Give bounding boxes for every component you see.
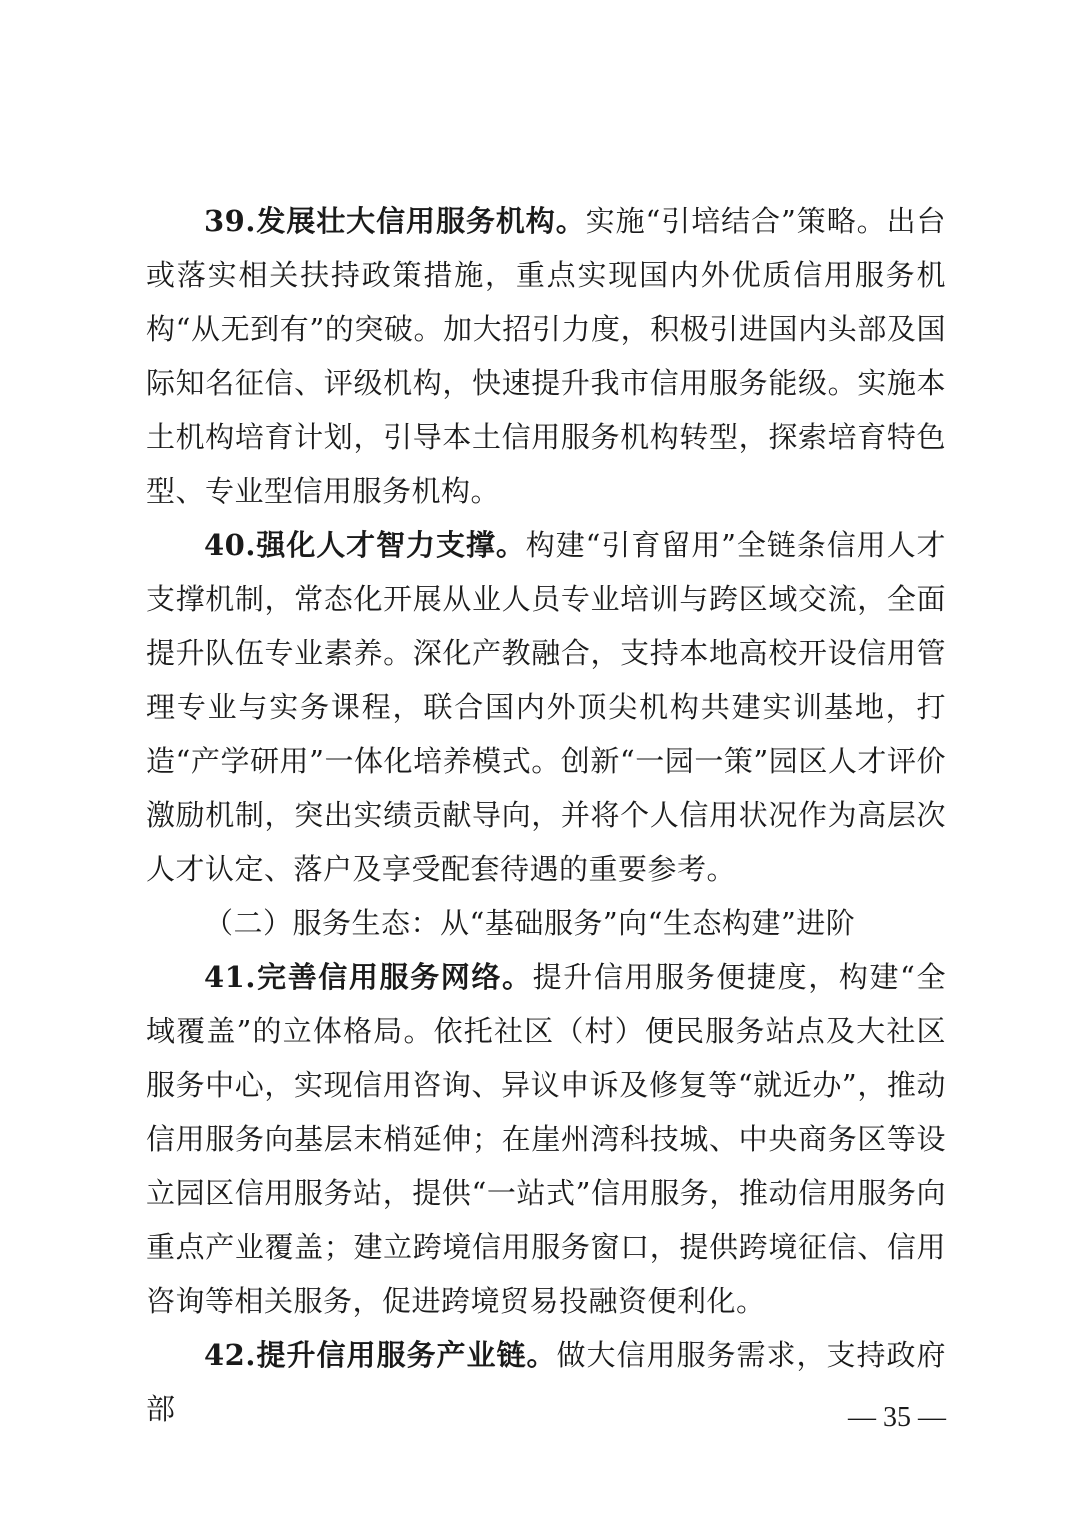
document-body: [146, 194, 946, 1436]
paragraph-text: 构建“引育留用”全链条信用人才支撑机制，常态化开展从业人员专业培训与跨区域交流，全面提升队伍专业素养。深化产教融合，支持本地高校开设信用管理专业与实务课程，联合国内外顶尖机构共建实训基地，打造“产学研用”一体化培养模式。创新“一园一策”园区人才评价激励机制，突出实绩贡献导向，并将个人信用状况作为高层次人才认定、落户及享受配套待遇的重要参考。: [146, 528, 947, 886]
paragraph-heading: 40.强化人才智力支撑。: [204, 528, 526, 562]
paragraph-heading: 41.完善信用服务网络。: [204, 960, 533, 994]
paragraph-text: 提升信用服务便捷度，构建“全域覆盖”的立体格局。依托社区（村）便民服务站点及大社区服务中心，实现信用咨询、异议申诉及修复等“就近办”，推动信用服务向基层末梢延伸；在崖州湾科技城、中央商务区等设立园区信用服务站，提供“一站式”信用服务，推动信用服务向重点产业覆盖；建立跨境信用服务窗口，提供跨境征信、信用咨询等相关服务，促进跨境贸易投融资便利化。: [146, 960, 947, 1318]
paragraph-heading: 42.提升信用服务产业链。: [204, 1338, 557, 1372]
section-heading: （二）服务生态：从“基础服务”向“生态构建”进阶: [204, 906, 856, 940]
paragraph-39: [146, 194, 946, 518]
page-number: — 35 —: [848, 1402, 946, 1433]
paragraph-text: 实施“引培结合”策略。出台或落实相关扶持政策措施，重点实现国内外优质信用服务机构“从无到有”的突破。加大招引力度，积极引进国内头部及国际知名征信、评级机构，快速提升我市信用服务能级。实施本土机构培育计划，引导本土信用服务机构转型，探索培育特色型、专业型信用服务机构。: [146, 204, 947, 508]
paragraph-40: [146, 518, 946, 896]
paragraph-heading: 39.发展壮大信用服务机构。: [204, 204, 586, 238]
paragraph-42: [146, 1328, 946, 1436]
paragraph-text: 做大信用服务需求，支持政府部: [146, 1338, 946, 1426]
paragraph-41: [146, 950, 946, 1328]
